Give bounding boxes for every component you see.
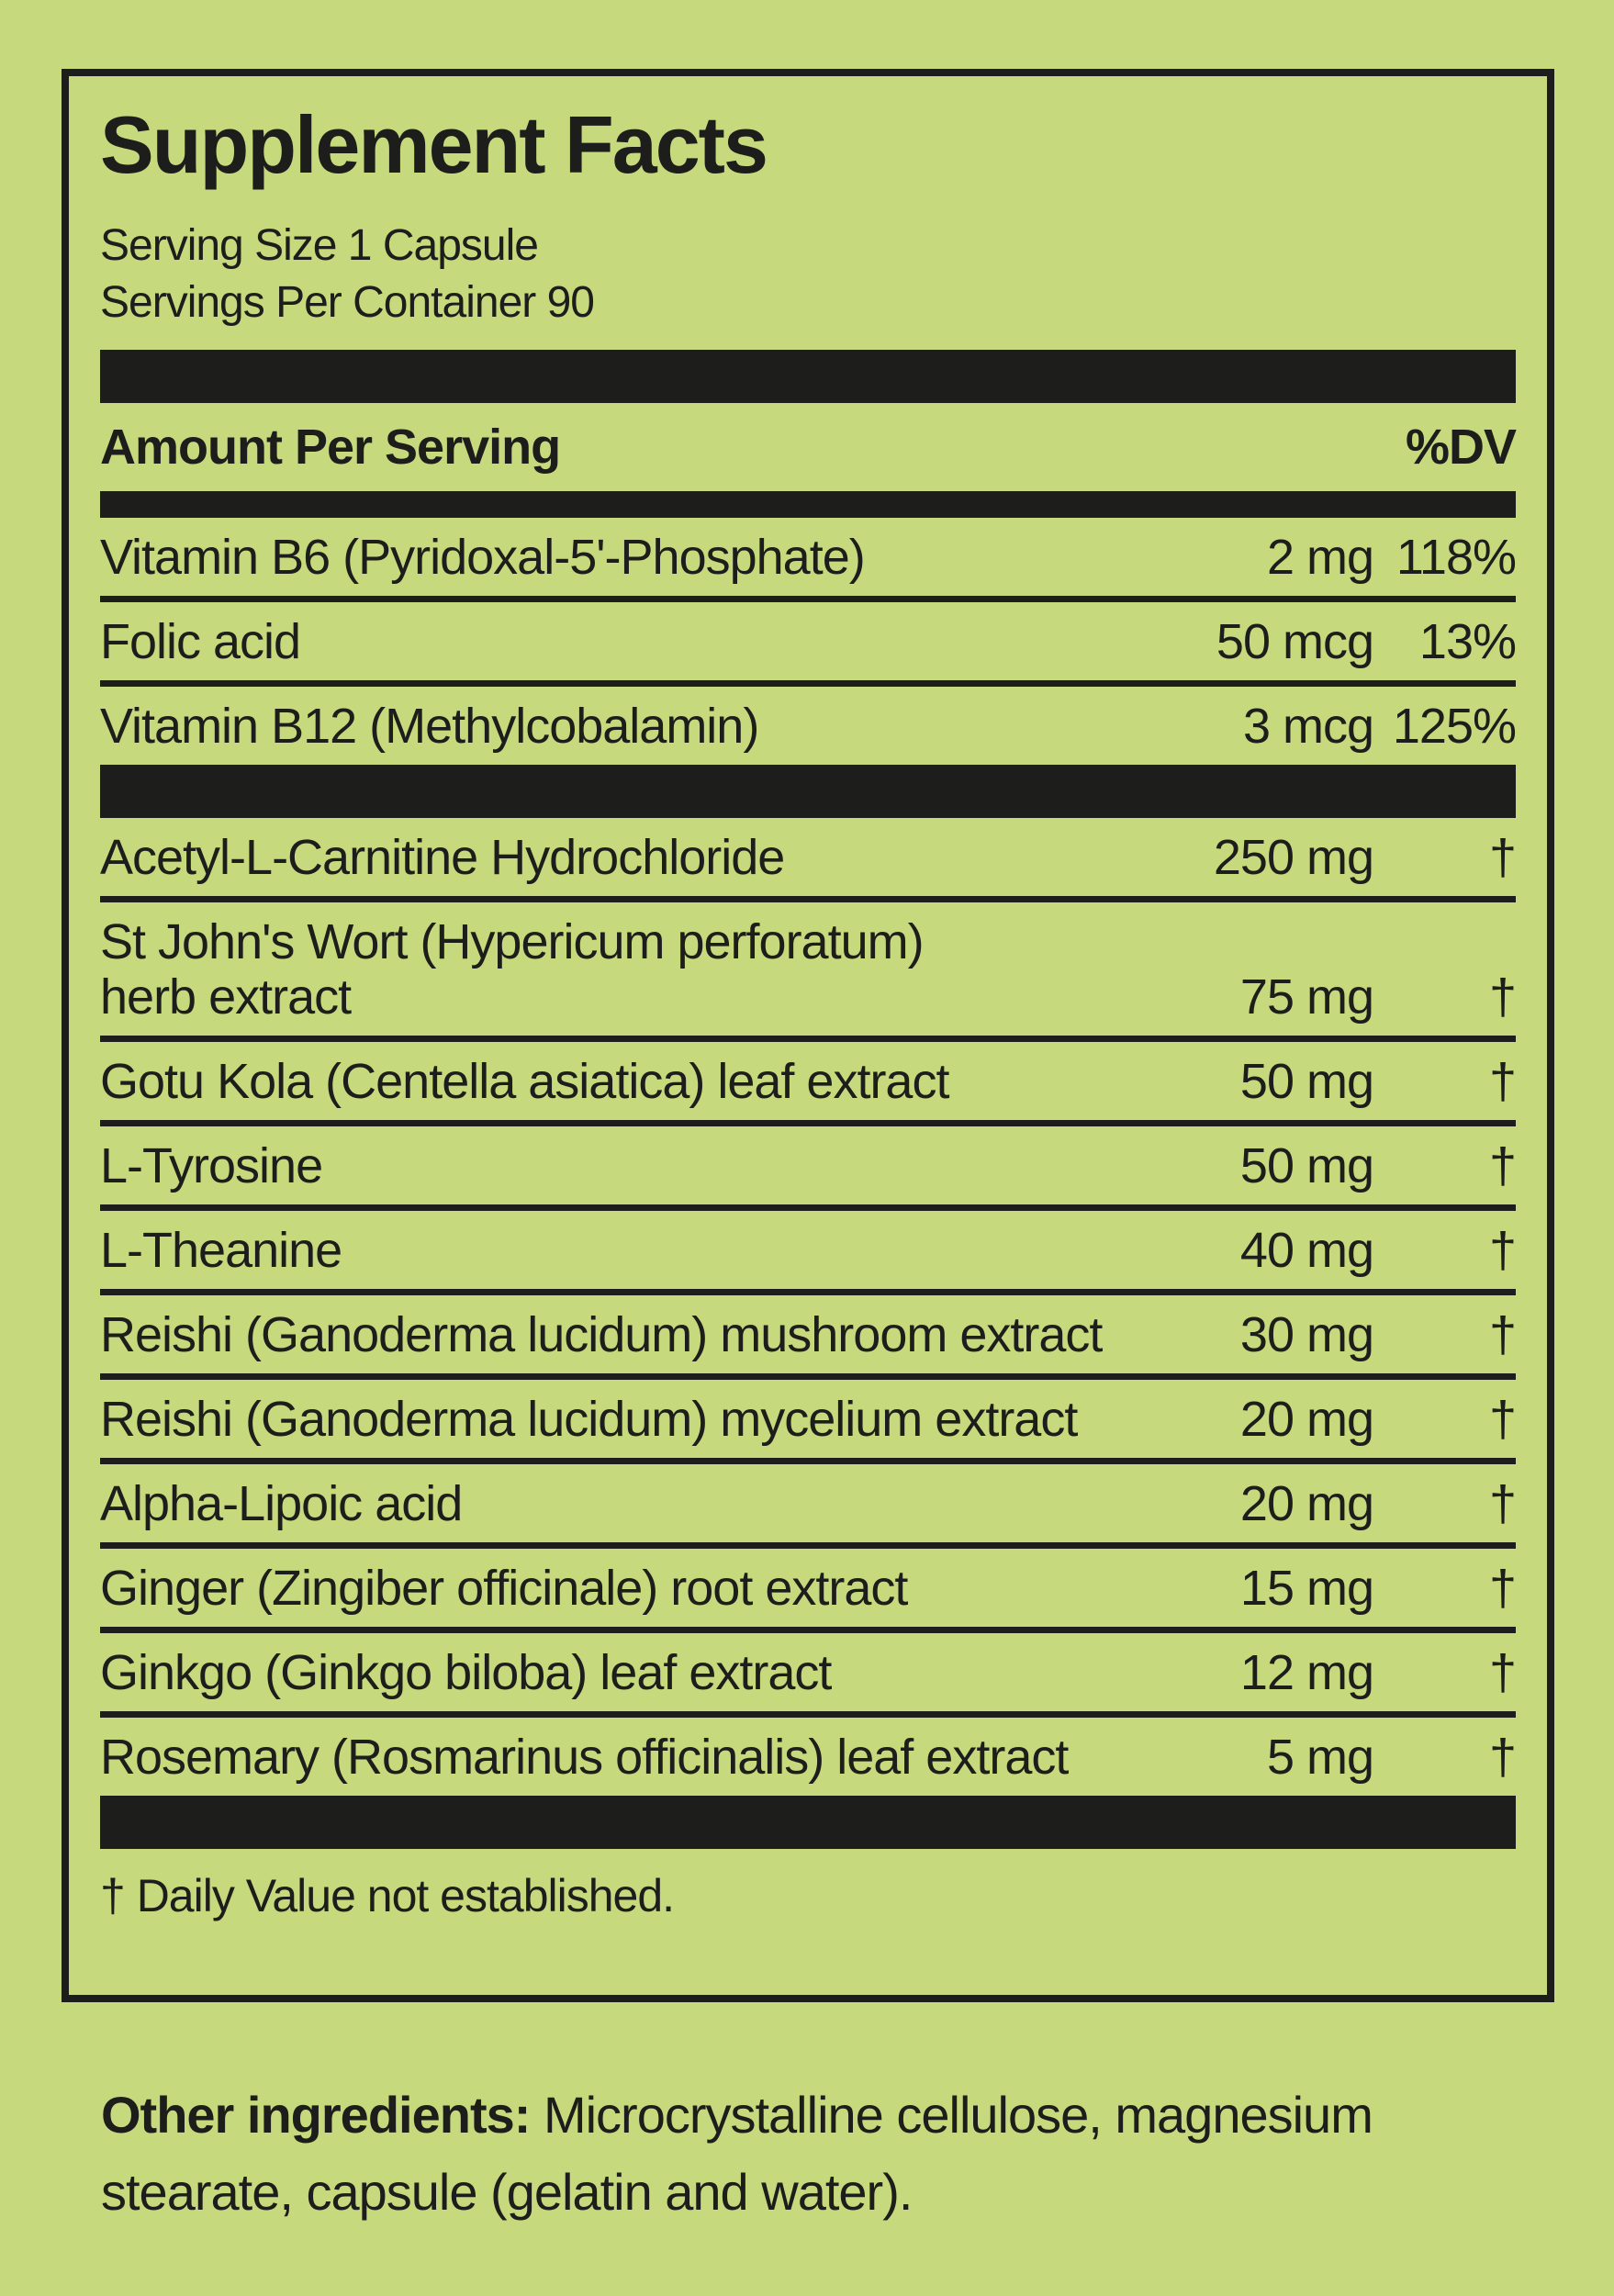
nutrient-dv: † bbox=[1488, 1561, 1516, 1616]
supplement-facts-panel bbox=[62, 69, 1554, 2002]
other-ingredients-section bbox=[101, 2077, 1515, 2231]
other-ingredients-text: Microcrystalline cellulose, magnesium stearate, capsule (gelatin and water). bbox=[101, 2086, 1373, 2221]
nutrient-dv: † bbox=[1488, 1138, 1516, 1193]
nutrient-amount: 250 mg bbox=[1213, 830, 1373, 885]
nutrient-dv: † bbox=[1488, 1645, 1516, 1700]
nutrient-dv: † bbox=[1488, 1476, 1516, 1531]
nutrient-dv: † bbox=[1488, 969, 1516, 1025]
nutrient-amount: 20 mg bbox=[1239, 1476, 1373, 1531]
nutrient-row-gotu-kola bbox=[100, 1042, 1516, 1126]
other-ingredients-label: Other ingredients: bbox=[101, 2086, 531, 2144]
nutrient-name: Gotu Kola (Centella asiatica) leaf extract bbox=[100, 1054, 949, 1109]
nutrient-dv: 13% bbox=[1418, 614, 1516, 669]
nutrient-amount: 15 mg bbox=[1239, 1561, 1373, 1616]
column-header-row bbox=[100, 403, 1516, 491]
servings-per-container-text: Servings Per Container 90 bbox=[100, 278, 594, 327]
nutrient-name: L-Theanine bbox=[100, 1223, 342, 1278]
nutrient-name: Vitamin B12 (Methylcobalamin) bbox=[100, 699, 759, 754]
nutrient-name: Ginger (Zingiber officinale) root extract bbox=[100, 1561, 908, 1616]
nutrient-row-ginger bbox=[100, 1549, 1516, 1633]
daily-value-footnote: † Daily Value not established. bbox=[100, 1870, 675, 1921]
nutrient-row-rosemary bbox=[100, 1718, 1516, 1796]
nutrient-name: Acetyl-L-Carnitine Hydrochloride bbox=[100, 830, 785, 885]
nutrient-name: Rosemary (Rosmarinus officinalis) leaf extract bbox=[100, 1730, 1069, 1785]
amount-per-serving-header: Amount Per Serving bbox=[100, 420, 561, 475]
percent-dv-header: %DV bbox=[1405, 420, 1516, 475]
nutrient-name: Ginkgo (Ginkgo biloba) leaf extract bbox=[100, 1645, 832, 1700]
nutrient-row-acetyl-l-carnitine bbox=[100, 818, 1516, 902]
nutrient-dv: † bbox=[1488, 1730, 1516, 1785]
nutrient-amount: 12 mg bbox=[1239, 1645, 1373, 1700]
medium-divider-bar bbox=[100, 491, 1516, 518]
nutrient-amount: 2 mg bbox=[1266, 530, 1373, 585]
nutrient-name-line1: St John's Wort (Hypericum perforatum) bbox=[100, 914, 924, 969]
nutrient-dv: 118% bbox=[1395, 530, 1516, 585]
thick-divider-bar-top bbox=[100, 350, 1516, 403]
nutrient-row-st-johns-wort bbox=[100, 902, 1516, 1042]
nutrient-row-vitamin-b6 bbox=[100, 518, 1516, 602]
nutrient-name: L-Tyrosine bbox=[100, 1138, 323, 1193]
nutrient-dv: † bbox=[1488, 1307, 1516, 1362]
nutrient-name: Vitamin B6 (Pyridoxal-5'-Phosphate) bbox=[100, 530, 865, 585]
nutrient-amount: 5 mg bbox=[1266, 1730, 1373, 1785]
nutrient-row-folic-acid bbox=[100, 602, 1516, 687]
panel-title: Supplement Facts bbox=[100, 99, 767, 190]
nutrient-amount: 50 mcg bbox=[1216, 614, 1373, 669]
serving-info bbox=[100, 218, 1516, 331]
nutrient-name: Reishi (Ganoderma lucidum) mushroom extract bbox=[100, 1307, 1103, 1362]
thick-divider-bar-middle bbox=[100, 765, 1516, 818]
nutrient-dv: † bbox=[1488, 830, 1516, 885]
nutrient-amount: 50 mg bbox=[1239, 1054, 1373, 1109]
serving-size-text: Serving Size 1 Capsule bbox=[100, 221, 538, 270]
nutrient-amount: 3 mcg bbox=[1242, 699, 1373, 754]
nutrient-dv: † bbox=[1488, 1392, 1516, 1447]
nutrient-amount: 50 mg bbox=[1239, 1138, 1373, 1193]
nutrient-name-line2: herb extract bbox=[100, 969, 352, 1025]
nutrient-row-reishi-mycelium bbox=[100, 1380, 1516, 1464]
nutrient-name bbox=[100, 914, 1162, 1025]
nutrient-row-l-theanine bbox=[100, 1211, 1516, 1295]
nutrient-dv: † bbox=[1488, 1054, 1516, 1109]
nutrient-row-ginkgo bbox=[100, 1633, 1516, 1718]
nutrient-row-l-tyrosine bbox=[100, 1126, 1516, 1211]
nutrient-row-vitamin-b12 bbox=[100, 687, 1516, 765]
nutrient-dv: † bbox=[1488, 1223, 1516, 1278]
nutrient-name: Reishi (Ganoderma lucidum) mycelium extract bbox=[100, 1392, 1078, 1447]
nutrient-name: Alpha-Lipoic acid bbox=[100, 1476, 463, 1531]
nutrient-row-alpha-lipoic-acid bbox=[100, 1464, 1516, 1549]
nutrient-dv: 125% bbox=[1392, 699, 1516, 754]
nutrient-amount: 75 mg bbox=[1239, 969, 1373, 1025]
thick-divider-bar-bottom bbox=[100, 1796, 1516, 1849]
nutrient-amount: 20 mg bbox=[1239, 1392, 1373, 1447]
nutrient-amount: 40 mg bbox=[1239, 1223, 1373, 1278]
nutrient-row-reishi-mushroom bbox=[100, 1295, 1516, 1380]
nutrient-amount: 30 mg bbox=[1239, 1307, 1373, 1362]
nutrient-name: Folic acid bbox=[100, 614, 301, 669]
